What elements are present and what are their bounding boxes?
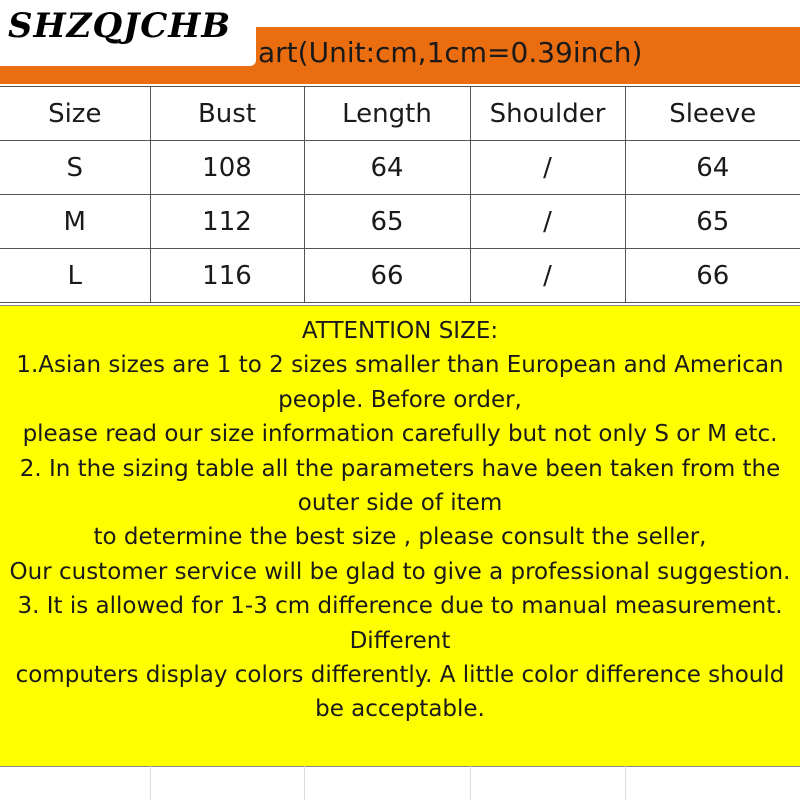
cell-bust: 112 — [150, 195, 304, 249]
notice-line: outer side of item — [297, 490, 503, 517]
cell-length: 64 — [304, 141, 470, 195]
notice-line: Different — [349, 627, 451, 654]
column-header-size: Size — [0, 87, 150, 141]
notice-line: computers display colors differently. A little color difference should — [15, 662, 785, 689]
cell-length: 65 — [304, 195, 470, 249]
grid-cell — [150, 766, 305, 800]
cell-shoulder: / — [470, 249, 625, 303]
notice-line: people. Before order, — [278, 386, 522, 413]
brand-watermark-text: SHZQJCHB — [8, 6, 232, 46]
size-chart-title: art(Unit:cm,1cm=0.39inch) — [258, 36, 643, 69]
cell-shoulder: / — [470, 195, 625, 249]
notice-heading: ATTENTION SIZE: — [301, 318, 499, 344]
column-header-length: Length — [304, 87, 470, 141]
table-row — [0, 249, 800, 303]
grid-cell — [0, 766, 151, 800]
notice-line: Our customer service will be glad to give a professional suggestion. — [9, 558, 791, 585]
cell-sleeve: 64 — [625, 141, 800, 195]
size-table — [0, 86, 800, 303]
column-header-shoulder: Shoulder — [470, 87, 625, 141]
notice-line: be acceptable. — [315, 696, 485, 723]
cell-size: L — [0, 249, 150, 303]
notice-line: 2. In the sizing table all the parameters have been taken from the — [19, 455, 781, 482]
column-header-bust: Bust — [150, 87, 304, 141]
grid-cell — [304, 766, 471, 800]
brand-watermark — [0, 0, 256, 66]
notice-line: please read our size information carefully but not only S or M etc. — [22, 421, 778, 448]
column-header-sleeve: Sleeve — [625, 87, 800, 141]
table-row — [0, 195, 800, 249]
cell-sleeve: 65 — [625, 195, 800, 249]
cell-sleeve: 66 — [625, 249, 800, 303]
notice-line: 1.Asian sizes are 1 to 2 sizes smaller than European and American — [16, 352, 784, 379]
grid-cell — [470, 766, 626, 800]
cell-bust: 116 — [150, 249, 304, 303]
empty-grid-row — [0, 766, 800, 800]
cell-size: M — [0, 195, 150, 249]
notice-line: 3. It is allowed for 1-3 cm difference due to manual measurement. — [17, 593, 783, 620]
cell-shoulder: / — [470, 141, 625, 195]
cell-size: S — [0, 141, 150, 195]
notice-line: to determine the best size , please consult the seller, — [93, 524, 707, 551]
cell-length: 66 — [304, 249, 470, 303]
table-header-row — [0, 87, 800, 141]
table-row — [0, 141, 800, 195]
cell-bust: 108 — [150, 141, 304, 195]
attention-notice — [0, 305, 800, 767]
